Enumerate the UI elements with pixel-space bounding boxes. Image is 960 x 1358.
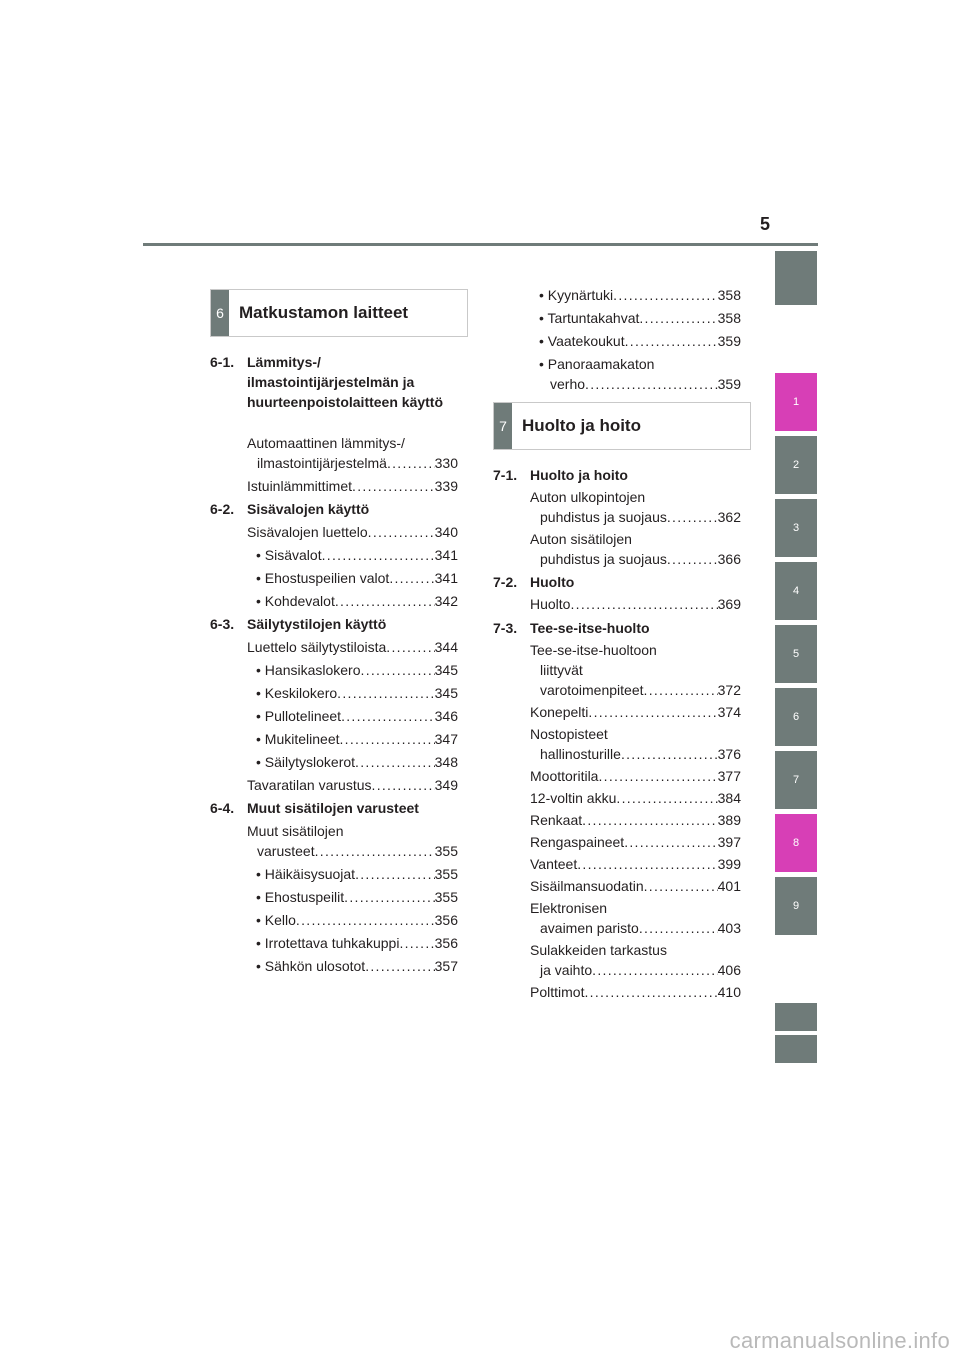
section-7-number: 7	[494, 403, 512, 449]
toc-item-mukitelineet[interactable]: • Mukitelineet . . . 347	[210, 729, 458, 749]
toc-item-akku[interactable]: 12-voltin akku . . . 384	[493, 788, 741, 808]
toc-item-hansikaslokero[interactable]: • Hansikaslokero . . . 345	[210, 660, 458, 680]
toc-item-vaatekoukut[interactable]: • Vaatekoukut . . . 359	[493, 331, 741, 351]
toc-item-nostopisteet[interactable]: Nostopisteet hallinosturille . . . 376	[493, 724, 741, 764]
toc-item-vanteet[interactable]: Vanteet . . . 399	[493, 854, 741, 874]
toc-item-kello[interactable]: • Kello . . . 356	[210, 910, 458, 930]
chapter-7-2[interactable]: 7-2. Huolto	[493, 574, 575, 590]
toc-item-avaimen-paristo[interactable]: Elektronisen avaimen paristo . . . 403	[493, 898, 741, 938]
toc-item-varotoimenpiteet[interactable]: Tee-se-itse-huoltoon liittyvät varotoimenpiteet . . . 372	[493, 640, 741, 700]
toc-item-sulakkeet[interactable]: Sulakkeiden tarkastus ja vaihto . . . 406	[493, 940, 741, 980]
toc-item-tavaratilan-varustus[interactable]: Tavaratilan varustus . . . 349	[210, 775, 458, 795]
toc-item-ehostuspeilien-valot[interactable]: • Ehostuspeilien valot . . . 341	[210, 568, 458, 588]
side-tab-blank-bottom-1[interactable]	[775, 1003, 817, 1031]
toc-item-istuinlammittimet[interactable]: Istuinlämmittimet . . . 339	[210, 476, 458, 496]
chapter-7-1[interactable]: 7-1. Huolto ja hoito	[493, 467, 628, 483]
header-rule	[143, 243, 818, 246]
chapter-6-2[interactable]: 6-2. Sisävalojen käyttö	[210, 501, 370, 517]
toc-item-haikaisysuojat[interactable]: • Häikäisysuojat . . . 355	[210, 864, 458, 884]
section-7-header	[493, 402, 751, 450]
side-tab-8[interactable]: 8	[775, 814, 817, 872]
toc-item-polttimot[interactable]: Polttimot . . . 410	[493, 982, 741, 1002]
toc-right-column	[493, 465, 741, 1002]
watermark: carmanualsonline.info	[729, 1328, 950, 1353]
toc-item-sisailmansuodatin[interactable]: Sisäilmansuodatin . . . 401	[493, 876, 741, 896]
side-tab-blank-top[interactable]	[775, 251, 817, 305]
chapter-6-4[interactable]: 6-4. Muut sisätilojen varusteet	[210, 800, 419, 816]
chapter-7-3[interactable]: 7-3. Tee-se-itse-huolto	[493, 620, 650, 636]
toc-item-renkaat[interactable]: Renkaat . . . 389	[493, 810, 741, 830]
side-tab-3[interactable]: 3	[775, 499, 817, 557]
chapter-6-1[interactable]: 6-1. Lämmitys-/ ilmastointijärjestelmän ja huurteenpoistolaitteen käyttö	[210, 354, 444, 410]
side-tab-2[interactable]: 2	[775, 436, 817, 494]
toc-item-rengaspaineet[interactable]: Rengaspaineet . . . 397	[493, 832, 741, 852]
section-6-title: Matkustamon laitteet	[239, 303, 409, 322]
section-6-number: 6	[211, 290, 229, 336]
side-tab-blank-bottom-2[interactable]	[775, 1035, 817, 1063]
side-tab-9[interactable]: 9	[775, 877, 817, 935]
toc-item-lammitys[interactable]: Automaattinen lämmitys-/ ilmastointijärjestelmä . . . 330	[210, 433, 458, 473]
toc-item-tartuntakahvat[interactable]: • Tartuntakahvat . . . 358	[493, 308, 741, 328]
side-tab-4[interactable]: 4	[775, 562, 817, 620]
toc-item-pullotelineet[interactable]: • Pullotelineet . . . 346	[210, 706, 458, 726]
side-tab-1[interactable]: 1	[775, 373, 817, 431]
toc-item-konepelti[interactable]: Konepelti . . . 374	[493, 702, 741, 722]
toc-item-kyynartuki[interactable]: • Kyynärtuki . . . 358	[493, 285, 741, 305]
toc-item-kohdevalot[interactable]: • Kohdevalot . . . 342	[210, 591, 458, 611]
toc-item-sailytyslokerot[interactable]: • Säilytyslokerot . . . 348	[210, 752, 458, 772]
toc-item-panoraamakaton-verho[interactable]: • Panoraamakaton verho . . . 359	[493, 354, 741, 394]
toc-item-keskilokero[interactable]: • Keskilokero . . . 345	[210, 683, 458, 703]
page-number: 5	[760, 214, 771, 234]
toc-item-ehostuspeilit[interactable]: • Ehostuspeilit . . . 355	[210, 887, 458, 907]
toc-item-auton-sisatilojen[interactable]: Auton sisätilojen puhdistus ja suojaus . . . 366	[493, 529, 741, 569]
side-tab-5[interactable]: 5	[775, 625, 817, 683]
toc-item-sisavalot[interactable]: • Sisävalot . . . 341	[210, 545, 458, 565]
toc-right-column-top	[493, 285, 741, 394]
toc-item-sisavalojen-luettelo[interactable]: Sisävalojen luettelo . . . 340	[210, 522, 458, 542]
toc-item-muut-sisatilojen-varusteet[interactable]: Muut sisätilojen varusteet . . . 355	[210, 821, 458, 861]
toc-left-column	[210, 352, 458, 976]
toc-item-auton-ulkopintojen[interactable]: Auton ulkopintojen puhdistus ja suojaus . . . 362	[493, 487, 741, 527]
side-tab-6[interactable]: 6	[775, 688, 817, 746]
chapter-6-3[interactable]: 6-3. Säilytystilojen käyttö	[210, 616, 387, 632]
toc-item-luettelo-sailytystiloista[interactable]: Luettelo säilytystiloista . . . 344	[210, 637, 458, 657]
toc-item-tuhkakuppi[interactable]: • Irrotettava tuhkakuppi . . . 356	[210, 933, 458, 953]
toc-item-moottoritila[interactable]: Moottoritila . . . 377	[493, 766, 741, 786]
side-tab-7[interactable]: 7	[775, 751, 817, 809]
section-6-header	[210, 289, 468, 337]
toc-item-huolto[interactable]: Huolto . . . 369	[493, 594, 741, 614]
toc-item-sahkon-ulosotot[interactable]: • Sähkön ulosotot . . . 357	[210, 956, 458, 976]
section-7-title: Huolto ja hoito	[522, 416, 641, 435]
